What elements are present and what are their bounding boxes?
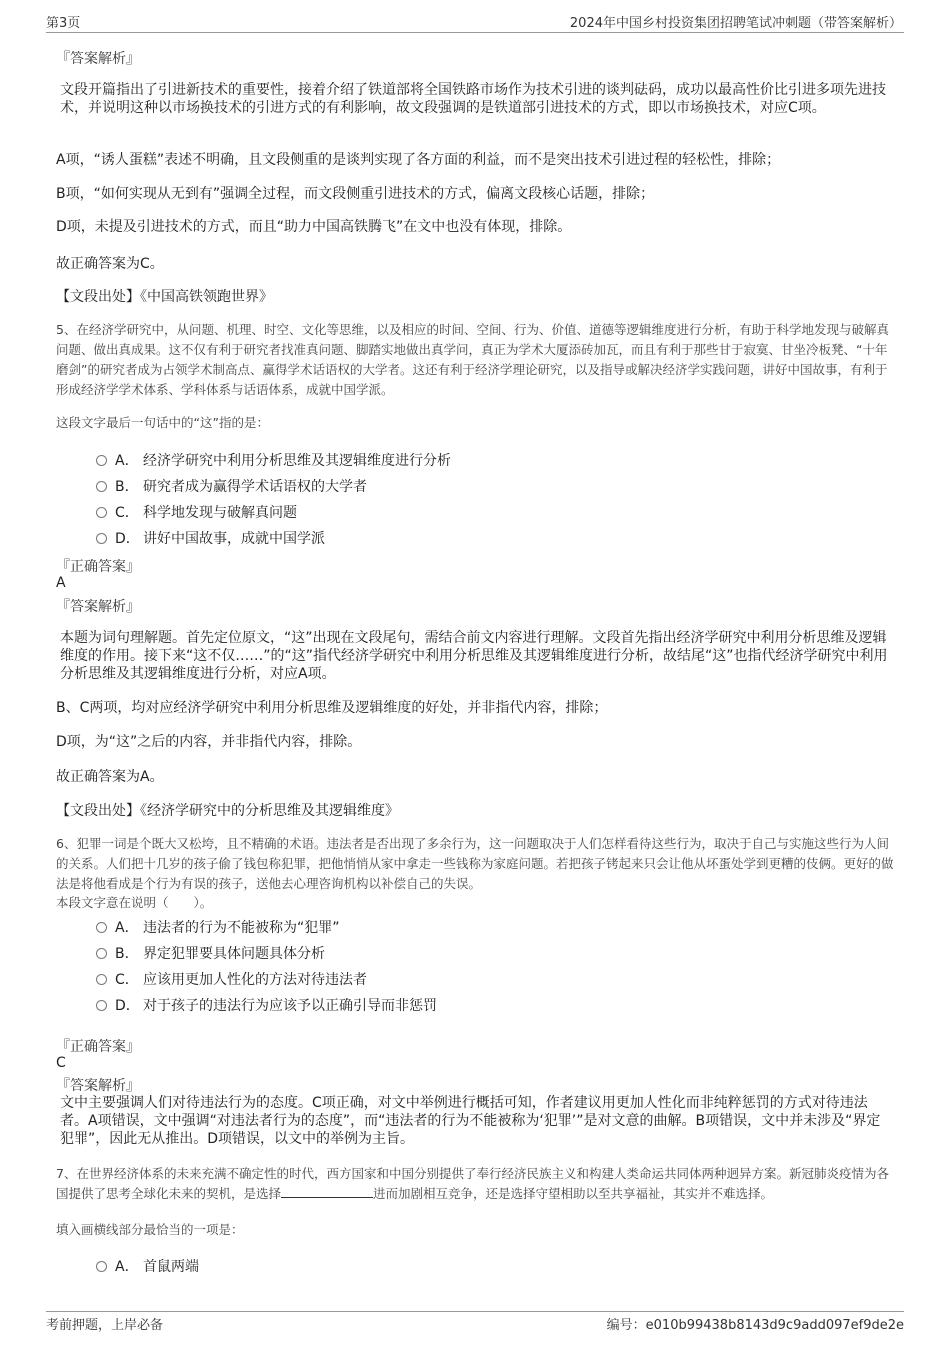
radio-icon[interactable] [96, 481, 107, 492]
q4-analysis-p2: A项，“诱人蛋糕”表述不明确，且文段侧重的是谈判实现了各方面的利益，而不是突出技术引进过程的轻松性，排除； [56, 152, 781, 168]
q4-source: 【文段出处】《中国高铁领跑世界》 [56, 289, 273, 305]
option-letter: D． [115, 998, 140, 1014]
option-text: 对于孩子的违法行为应该予以正确引导而非惩罚 [143, 998, 437, 1014]
option-letter: A． [115, 920, 139, 936]
option-text: 经济学研究中利用分析思维及其逻辑维度进行分析 [143, 453, 451, 469]
q6-analysis-label: 『答案解析』 [56, 1078, 140, 1094]
q6-correct-label: 『正确答案』 [56, 1039, 140, 1055]
radio-icon[interactable] [96, 455, 107, 466]
q6-option-a[interactable] [96, 917, 340, 937]
q7-stem-before: 7、在世界经济体系的未来充满不确定性的时代，西方国家和中国分别提供了奉行经济民族主义和构建人类命运共同体两种迥异方案。新冠肺炎疫情为各国提供了思考全球化未来的契机，是选择 [56, 1166, 889, 1201]
q7-stem-after: 进而加剧相互竞争，还是选择守望相助以至共享福祉，其实并不难选择。 [373, 1186, 774, 1201]
option-letter: B． [115, 946, 139, 962]
q7-stem [56, 1164, 898, 1204]
radio-icon[interactable] [96, 948, 107, 959]
q6-analysis: 文中主要强调人们对待违法行为的态度。C项正确，对文中举例进行概括可知，作者建议用更加人性化而非纯粹惩罚的方式对待违法者。A项错误，文中强调“对违法者行为的态度”，而“违法者的行为不能被称为‘犯罪’”是对文意的曲解。B项错误，文中并未涉及“界定犯罪”，因此无从推出。D项错误，以文中的举例为主旨。 [60, 1095, 881, 1147]
radio-icon[interactable] [96, 974, 107, 985]
q6-correct-answer: C [56, 1055, 66, 1071]
option-letter: B． [115, 479, 139, 495]
footer-slogan: 考前押题，上岸必备 [46, 1318, 164, 1333]
q5-stem: 5、在经济学研究中，从问题、机理、时空、文化等思维，以及相应的时间、空间、行为、价值、道德等逻辑维度进行分析，有助于科学地发现与破解真问题、做出真成果。这不仅有利于研究者找准真问题、脚踏实地做出真学问，真正为学术大厦添砖加瓦，而且有利于那些甘于寂寞、甘坐冷板凳、“十年磨剑”的研究者成为占领学术制高点、赢得学术话语权的大学者。这还有利于经济学理论研究，以及指导或解决经济学实践问题，讲好中国故事，有利于形成经济学学术体系、学科体系与话语体系，成就中国学派。 [56, 322, 889, 397]
document-code: 编号：e010b99438b8143d9c9add097ef9de2e [606, 1318, 904, 1333]
q4-analysis-p1: 文段开篇指出了引进新技术的重要性，接着介绍了铁道部将全国铁路市场作为技术引进的谈判砝码，成功以最高性价比引进多项先进技术，并说明这种以市场换技术的引进方式的有利影响，故文段强调的是铁道部引进技术的方式，即以市场换技术，对应C项。 [60, 82, 886, 116]
q5-analysis-label: 『答案解析』 [56, 599, 140, 615]
q7-blank [281, 1185, 373, 1198]
page-number: 第3页 [46, 16, 81, 31]
q6-option-c[interactable] [96, 969, 367, 989]
q4-analysis-p4: D项，未提及引进技术的方式，而且“助力中国高铁腾飞”在文中也没有体现，排除。 [56, 219, 572, 235]
q5-analysis-p3: D项，为“这”之后的内容，并非指代内容，排除。 [56, 734, 362, 750]
q6-option-b[interactable] [96, 943, 325, 963]
option-text: 科学地发现与破解真问题 [143, 505, 297, 521]
q6-stem: 6、犯罪一词是个既大又松垮，且不精确的术语。违法者是否出现了多余行为，这一问题取决于人们怎样看待这些行为，取决于自己与实施这些行为人间的关系。人们把十几岁的孩子偷了钱包称犯罪，把他悄悄从家中拿走一些钱称为家庭问题。若把孩子铐起来只会让他从坏蛋处学到更糟的伎俩。更好的做法是将他看成是个行为有误的孩子，送他去心理咨询机构以补偿自己的失误。 [56, 836, 894, 891]
q5-correct-label: 『正确答案』 [56, 559, 140, 575]
footer-divider [46, 1311, 904, 1312]
q5-analysis-p2: B、C两项，均对应经济学研究中利用分析思维及逻辑维度的好处，并非指代内容，排除； [56, 700, 608, 716]
option-text: 讲好中国故事，成就中国学派 [143, 531, 325, 547]
q5-question: 这段文字最后一句话中的“这”指的是： [56, 415, 269, 430]
radio-icon[interactable] [96, 1000, 107, 1011]
q4-analysis-label: 『答案解析』 [56, 51, 140, 67]
option-letter: C． [115, 972, 139, 988]
document-title: 2024年中国乡村投资集团招聘笔试冲刺题（带答案解析） [569, 16, 902, 31]
option-text: 首鼠两端 [143, 1259, 199, 1275]
q4-conclusion: 故正确答案为C。 [56, 256, 164, 272]
q5-analysis-p1: 本题为词句理解题。首先定位原文，“这”出现在文段尾句，需结合前文内容进行理解。文段首先指出经济学研究中利用分析思维及逻辑维度的作用。接下来“这不仅……”的“这”指代经济学研究中利用分析思维及其逻辑维度进行分析，故结尾“这”也指代经济学研究中利用分析思维及其逻辑维度进行分析，对应A项。 [60, 630, 888, 682]
radio-icon[interactable] [96, 1261, 107, 1272]
q5-option-c[interactable] [96, 502, 297, 522]
option-letter: A． [115, 1259, 139, 1275]
option-text: 界定犯罪要具体问题具体分析 [143, 946, 325, 962]
option-text: 违法者的行为不能被称为“犯罪” [143, 920, 340, 936]
option-letter: A． [115, 453, 139, 469]
q6-option-d[interactable] [96, 995, 437, 1015]
q7-question: 填入画横线部分最恰当的一项是： [56, 1222, 244, 1237]
radio-icon[interactable] [96, 922, 107, 933]
q4-analysis-p3: B项，“如何实现从无到有”强调全过程，而文段侧重引进技术的方式，偏离文段核心话题，排除； [56, 186, 655, 202]
radio-icon[interactable] [96, 533, 107, 544]
header-divider [46, 32, 904, 33]
q5-option-d[interactable] [96, 528, 325, 548]
q6-question: 本段文字意在说明（ ）。 [56, 895, 213, 910]
option-letter: C． [115, 505, 139, 521]
radio-icon[interactable] [96, 507, 107, 518]
option-text: 应该用更加人性化的方法对待违法者 [143, 972, 367, 988]
option-text: 研究者成为赢得学术话语权的大学者 [143, 479, 367, 495]
q5-correct-answer: A [56, 575, 66, 591]
q7-option-a[interactable] [96, 1256, 199, 1276]
q5-source: 【文段出处】《经济学研究中的分析思维及其逻辑维度》 [56, 803, 399, 819]
option-letter: D． [115, 531, 140, 547]
q5-conclusion: 故正确答案为A。 [56, 769, 164, 785]
q5-option-b[interactable] [96, 476, 367, 496]
q5-option-a[interactable] [96, 450, 451, 470]
